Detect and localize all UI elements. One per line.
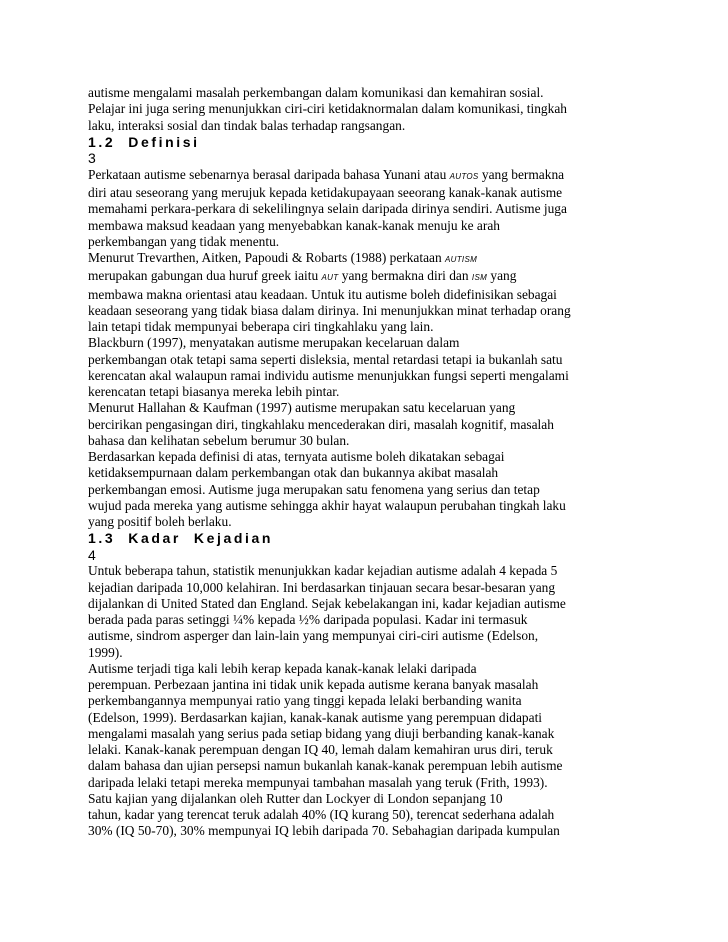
paragraph-intro: autisme mengalami masalah perkembangan dalam komunikasi dan kemahiran sosial. Pelajar ini juga sering menunjukkan ciri-ciri ketidaknormalan dalam komunikasi, tingkah laku, interaksi sosial dan tindak balas terhadap rangsangan.: [88, 85, 567, 133]
definisi-text-3: merupakan gabungan dua huruf greek iaitu: [88, 268, 319, 284]
section-heading-definisi: 1.2 Definisi: [88, 133, 200, 150]
paragraph-kadar-kejadian: Untuk beberapa tahun, statistik menunjukkan kadar kejadian autisme adalah 4 kepada 5 kejadian daripada 10,000 kelahiran. Ini berdasarkan tinjauan secara besar-besaran yang dijalankan di United Stated dan England. Sejak kebelakangan ini, kadar kejadian autisme berada pada paras setinggi ¼% kepada ½% daripada populasi. Kadar ini termasuk autisme, sindrom asperger dan lain-lain yang mempunyai ciri-ciri autisme (Edelson, 1999). Autisme terjadi tiga kali lebih kerap kepada kanak-kanak lelaki daripada perempuan. Perbezaan jantina ini tidak unik kepada autisme kerana banyak masalah perkembangannya mempunyai ratio yang tinggi kepada lelaki berbanding wanita (Edelson, 1999). Berdasarkan kajian, kanak-kanak autisme yang perempuan didapati mengalami masalah yang serius pada setiap bidang yang diuji berbanding kanak-kanak lelaki. Kanak-kanak perempuan dengan IQ 40, lemah dalam kemahiran urus diri, teruk dalam bahasa dan ujian persepsi namun bukanlah kanak-kanak perempuan lebih autisme daripada lelaki tetapi mereka mempunyai tambahan masalah yang teruk (Frith, 1993). Satu kajian yang dijalankan oleh Rutter dan Lockyer di London sepanjang 10 tahun, kadar yang terencat teruk adalah 40% (IQ kurang 50), terencat sederhana adalah 30% (IQ 50-70), 30% mempunyai IQ lebih daripada 70. Sebahagian daripada kumpulan: [88, 563, 566, 839]
term-autos: AUTOS: [449, 171, 479, 181]
definisi-text-5: yang membawa makna orientasi atau keadaan. Untuk itu autisme boleh didefinisikan sebagai keadaan seseorang yang tidak biasa dalam dirinya. Ini menunjukkan minat terhadap orang lain tetapi tidak mempunyai beberapa ciri tingkahlaku yang lain. Blackburn (1997), menyatakan autisme merupakan kecelaruan dalam perkembangan otak tetapi sama seperti disleksia, mental retardasi tetapi ia bukanlah satu kerencatan akal walaupun ramai individu autisme menunjukkan fungsi seperti mengalami kerencatan tetapi biasanya mereka lebih pintar. Menurut Hallahan & Kaufman (1997) autisme merupakan satu kecelaruan yang bercirikan pengasingan diri, tingkahlaku mencederakan diri, masalah kognitif, masalah bahasa dan kelihatan sebelum berumur 30 bulan. Berdasarkan kepada definisi di atas, ternyata autisme boleh dikatakan sebagai ketidaksempurnaan dalam perkembangan otak dan bukannya akibat masalah perkembangan emosi. Autisme juga merupakan satu fenomena yang serius dan tetap wujud pada mereka yang autisme sehingga akhir hayat walaupun perubahan tingkah laku yang positif boleh berlaku.: [88, 268, 571, 529]
section-heading-kadar-kejadian: 1.3 Kadar Kejadian: [88, 530, 274, 547]
paragraph-definisi: [88, 167, 608, 531]
term-autism: AUTISM: [445, 255, 478, 264]
page-number-4: 4: [88, 546, 96, 563]
term-aut: AUT: [321, 273, 339, 283]
definisi-text-1: Perkataan autisme sebenarnya berasal daripada bahasa Yunani atau: [88, 166, 450, 182]
term-ism: ISM: [471, 273, 488, 283]
definisi-text-4: yang bermakna diri dan: [338, 268, 472, 284]
document-page: [88, 85, 608, 840]
definisi-text-2: yang bermakna diri atau seseorang yang merujuk kepada ketidakupayaan seeorang kanak-kanak autisme memahami perkara-perkara di sekelilingnya selain daripada dirinya sendiri. Autisme juga membawa maksud keadaan yang menyebabkan kanak-kanak menuju ke arah perkembangan yang tidak menentu. Menurut Trevarthen, Aitken, Papoudi & Robarts (1988) perkataan: [88, 166, 567, 265]
page-number-3: 3: [88, 150, 96, 167]
